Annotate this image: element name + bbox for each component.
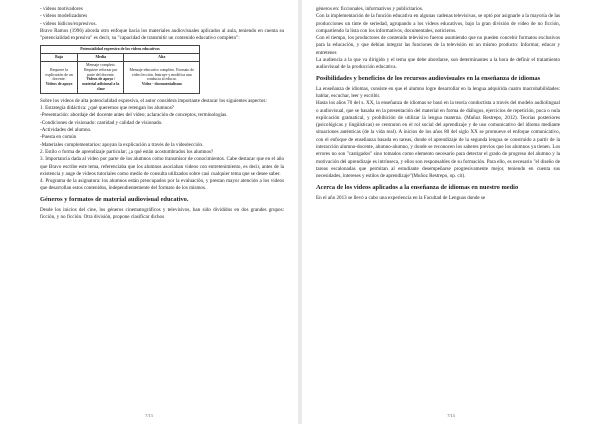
paragraph: 4. Programa de la asignatura: los alumnos están preocupados por la evaluación, y prestan mayor atención a los videos que desarrollan estos contenidos, independientemente del formato de los mismos. bbox=[40, 178, 284, 192]
section-heading-posibilidades: Posibilidades y beneficios de los recursos audiovisuales en la enseñanza de idiomas bbox=[316, 74, 541, 82]
table-cell-media bbox=[78, 62, 124, 94]
table-cell-bold: Videos de apoyo bbox=[45, 82, 73, 87]
page-number: 7/13 bbox=[145, 413, 153, 418]
list-item-motivadores: - vídeos motivadores bbox=[40, 6, 83, 12]
paragraph: -Actividades del alumno. bbox=[40, 127, 92, 134]
paragraph: Desde los inicios del cine, los géneros cinematográficos y televisivos, han sido divididos en dos grandes grupos: ficción, y no ficción. Otra división, propone clasificar dichos bbox=[40, 206, 284, 221]
table-header-media: Media bbox=[78, 54, 124, 62]
paragraph: La enseñanza de idiomas, consiste en que el alumno logre desarrollar en la lengua adquirida cuatro macrohabilidades: hablar, escuchar, leer y escribir. bbox=[316, 85, 560, 99]
right-page bbox=[302, 0, 600, 424]
left-page bbox=[0, 0, 298, 424]
paragraph: 2. Estilo o forma de aprendizaje particular; ¿a qué están acostumbrados los alumnos? bbox=[40, 148, 214, 155]
table-header-baja: Baja bbox=[41, 54, 78, 62]
paragraph: Hasta los años 70 del s. XX, la enseñanza de idiomas se basó en la teoría conductista a través del modelo audiolingual o audiovisual, que se basaba en la presentación del material en forma de diálogos, ejercicios de repetición, poca o nula explicación gramatical, y prohibición de utilizar la lengua materna. (Muñoz Restrepo, 2012). Teorías posteriores (psicológicas y lingüísticas) se centraron en el rol social del aprendizaje y de uso comunicativo del idioma mediante situaciones auténticas (de la vida real). A inicios de los años 80 del siglo XX se promueve el enfoque comunicativo, con el enfoque de enseñanza basada en tareas, donde el aprendizaje de la segunda lengua se construido a partir de la interacción alumno-docente, alumno-alumno, y donde se reconocen los saberes previos que los alumnos ya tienen. Los errores no son "castigados" sino tomados como elemento necesario para detectar el grado de progreso del alumno y la motivación del aprendizaje es intrínseca, y ellos son responsables de su formación. Para ello, es necesario "el diseño de tareas escalonadas que permitan al estudiante desempeñarse progresivamente mejor, teniendo en cuenta sus necesidades, intereses y estilos de aprendizaje"(Muñoz Restrepo, op. cit). bbox=[316, 100, 560, 180]
paragraph: -Materiales complementarios: apoyan la explicación a través de la videolección. bbox=[40, 141, 204, 148]
table-cell-text: Mensaje educativo completo. Formato de video lección. Instruye y modifica una conducta al educar. bbox=[129, 67, 194, 82]
table-cell-bold: Video - documentalismo bbox=[141, 82, 182, 87]
paragraph: Con el tiempo, los productores de contenido televisivo fueron asumiendo que no pueden concebir formatos exclusivos para la educación, y que debían integrar las funciones de la televisión en un mismo producto: Informar, educar y entretener. bbox=[316, 35, 560, 56]
paragraph: Sobre los videos de alta potencialidad expresiva, el autor considera importante destacar los siguientes aspectos: bbox=[40, 97, 267, 104]
section-heading-generos: Géneros y formatos de material audiovisual educativo. bbox=[40, 195, 189, 203]
paragraph-bravo: Bravo Ramos (1996) aborda otro enfoque hacia los materiales audiovisuales aplicados al aula, teniendo en cuenta su "potencialidad expresiva" es decir, su "capacidad de transmitir un contenido educativo completo": bbox=[40, 27, 284, 42]
table-cell-text: Mensaje completo. Requiere reforzar por parte del docente. bbox=[84, 63, 118, 77]
table-header-alta: Alta bbox=[124, 54, 200, 62]
table-cell-alta bbox=[124, 62, 200, 94]
paragraph: 1. Estrategia didáctica: ¿qué queremos que retengan los alumnos? bbox=[40, 105, 174, 112]
paragraph: 3. Importancia dada al video por parte de los alumnos como transmisor de conocimientos. Cabe destacar que en el año que Bravo escribe este tema, referenciaba que los alumnos asociaban videos con entretenimiento, es decir, antes de la existencia y auge de videos tutoriales como medio de consulta utilizados sobre casi cualquier tema que se desee saber. bbox=[40, 156, 284, 177]
paragraph: -Presentación: abordaje del docente antes del vídeo; aclaración de conceptos, terminologías. bbox=[40, 112, 228, 119]
list-item-modelizadores: - vídeos modelizadores bbox=[40, 13, 88, 20]
paragraph: En el año 2013 se llevó a cabo una experiencia en la Facultad de Lenguas donde se bbox=[316, 194, 486, 201]
page-number: 7/14 bbox=[447, 413, 455, 418]
table-cell-baja bbox=[41, 62, 78, 94]
table-title: Potencialidad expresiva de los videos educativos bbox=[41, 46, 200, 54]
paragraph: -Condiciones de visionado: cantidad y calidad de visionado. bbox=[40, 119, 163, 126]
paragraph: géneros en: ficcionales, informativos y publicitarios. bbox=[316, 6, 424, 12]
paragraph: Con la implementación de la función educativa en algunas cadenas televisivas, se optó por asignarle a la mayoría de las producciones un tinte de seriedad, agrupando a los videos educativos, bajo la gran división de vídeo de no ficción, compartiendo la lista con los informativos, documentales, noticieros. bbox=[316, 13, 560, 34]
list-item-ludicos: - vídeos lúdicos/expresivos. bbox=[40, 20, 97, 27]
table-cell-bold: Videos de apoyo / material adicional a la clase bbox=[82, 77, 120, 92]
section-heading-videos: Acerca de los videos aplicados a la enseñanza de idiomas en nuestro medio bbox=[316, 183, 519, 191]
table-cell-text: Requiere la explicación de un docente. bbox=[45, 67, 73, 82]
potentiality-table bbox=[40, 45, 200, 93]
paragraph: -Puesta en común bbox=[40, 134, 77, 141]
paragraph: La audiencia a la que va dirigido y el tema que debe abordarse, son determinantes a la hora de definir el tratamiento audiovisual de la producción educativa. bbox=[316, 57, 560, 71]
